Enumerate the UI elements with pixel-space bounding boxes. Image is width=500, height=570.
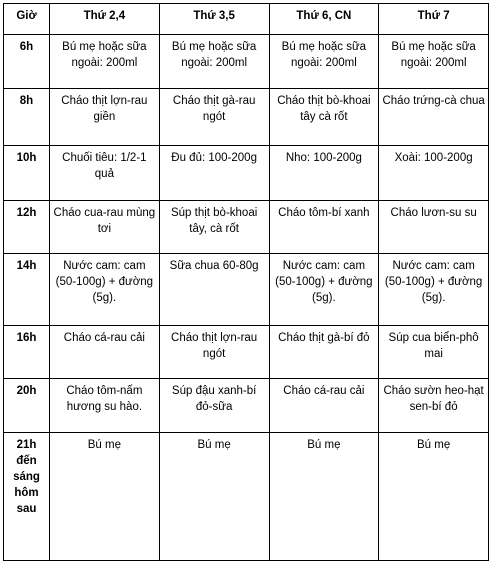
table-row: [4, 200, 489, 253]
meal-schedule: [3, 3, 488, 561]
table-row: [4, 35, 489, 89]
meal-cell: Súp cua biển-phô mai: [379, 325, 489, 378]
meal-cell: Cháo trứng-cà chua: [379, 89, 489, 145]
meal-cell: Chuối tiêu: 1/2-1 quả: [50, 145, 160, 200]
meal-cell: Súp đậu xanh-bí đỏ-sữa: [159, 378, 269, 432]
header-day-mon-wed: Thứ 2,4: [50, 4, 160, 35]
meal-cell: Bú mẹ hoặc sữa ngoài: 200ml: [50, 35, 160, 89]
hour-cell: 6h: [4, 35, 50, 89]
meal-cell: Cháo cua-rau mùng tơi: [50, 200, 160, 253]
meal-cell: Cháo sườn heo-hạt sen-bí đỏ: [379, 378, 489, 432]
meal-cell: Cháo tôm-bí xanh: [269, 200, 379, 253]
meal-cell: Bú mẹ hoặc sữa ngoài: 200ml: [379, 35, 489, 89]
meal-cell: Cháo thịt lợn-rau ngót: [159, 325, 269, 378]
hour-cell: 12h: [4, 200, 50, 253]
meal-cell: Cháo thịt lợn-rau giền: [50, 89, 160, 145]
table-row: [4, 253, 489, 325]
meal-cell: Nước cam: cam (50-100g) + đường (5g).: [379, 253, 489, 325]
meal-cell: Sữa chua 60-80g: [159, 253, 269, 325]
meal-cell: Nho: 100-200g: [269, 145, 379, 200]
meal-cell: Cháo thịt bò-khoai tây cà rốt: [269, 89, 379, 145]
header-day-sat: Thứ 7: [379, 4, 489, 35]
meal-cell: Cháo thịt gà-bí đỏ: [269, 325, 379, 378]
table-row: [4, 378, 489, 432]
table-row: [4, 325, 489, 378]
meal-cell: Cháo cá-rau cải: [50, 325, 160, 378]
hour-cell: 14h: [4, 253, 50, 325]
meal-cell: Bú mẹ: [379, 433, 489, 561]
table-row: [4, 89, 489, 145]
meal-cell: Nước cam: cam (50-100g) + đường (5g).: [269, 253, 379, 325]
header-day-tue-thu: Thứ 3,5: [159, 4, 269, 35]
meal-cell: Bú mẹ hoặc sữa ngoài: 200ml: [269, 35, 379, 89]
hour-cell: 16h: [4, 325, 50, 378]
meal-cell: Đu đủ: 100-200g: [159, 145, 269, 200]
meal-cell: Xoài: 100-200g: [379, 145, 489, 200]
meal-cell: Cháo thịt gà-rau ngót: [159, 89, 269, 145]
table-row: [4, 433, 489, 561]
hour-cell: 20h: [4, 378, 50, 432]
meal-schedule-table: [3, 3, 489, 561]
meal-cell: Nước cam: cam (50-100g) + đường (5g).: [50, 253, 160, 325]
table-row: [4, 145, 489, 200]
header-hour: Giờ: [4, 4, 50, 35]
meal-cell: Bú mẹ hoặc sữa ngoài: 200ml: [159, 35, 269, 89]
header-day-fri-sun: Thứ 6, CN: [269, 4, 379, 35]
hour-cell: 8h: [4, 89, 50, 145]
meal-cell: Bú mẹ: [269, 433, 379, 561]
meal-cell: Bú mẹ: [50, 433, 160, 561]
meal-cell: Bú mẹ: [159, 433, 269, 561]
hour-cell: 21h đến sáng hôm sau: [4, 433, 50, 561]
meal-cell: Súp thịt bò-khoai tây, cà rốt: [159, 200, 269, 253]
meal-cell: Cháo lươn-su su: [379, 200, 489, 253]
meal-cell: Cháo tôm-nấm hương su hào.: [50, 378, 160, 432]
header-row: [4, 4, 489, 35]
hour-cell: 10h: [4, 145, 50, 200]
meal-cell: Cháo cá-rau cải: [269, 378, 379, 432]
